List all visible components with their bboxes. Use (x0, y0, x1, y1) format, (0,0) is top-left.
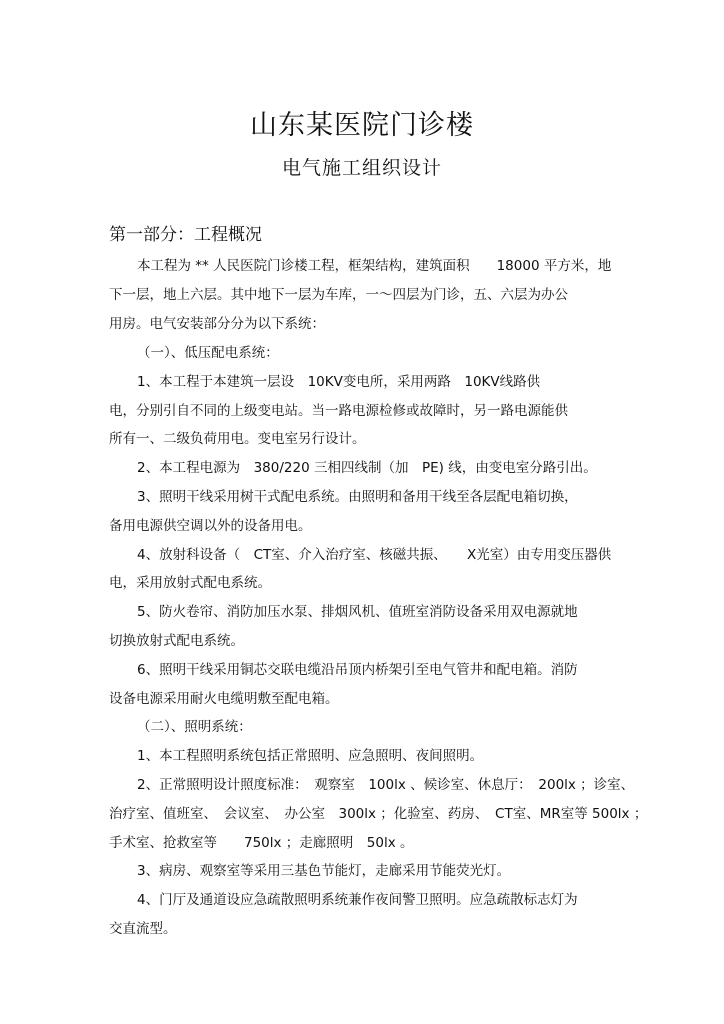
section-heading: 第一部分：工程概况 (109, 225, 262, 245)
paragraph-line: 4、门厅及通道设应急疏散照明系统兼作夜间警卫照明。应急疏散标志灯为 (137, 892, 578, 908)
paragraph-line: 用房。电气安装部分分为以下系统： (109, 316, 325, 332)
paragraph-line: 3、照明干线采用树干式配电系统。由照明和备用干线至各层配电箱切换， (137, 489, 578, 505)
paragraph-line: 3、病房、观察室等采用三基色节能灯，走廊采用节能荧光灯。 (137, 863, 511, 879)
paragraph-line: 电，采用放射式配电系统。 (109, 575, 271, 591)
paragraph-line: 切换放射式配电系统。 (109, 633, 244, 649)
paragraph-line: 本工程为 ** 人民医院门诊楼工程，框架结构，建筑面积 18000 平方米，地 (137, 258, 612, 274)
document-subtitle: 电气施工组织设计 (281, 157, 442, 179)
paragraph-line: 5、防火卷帘、消防加压水泵、排烟风机、值班室消防设备采用双电源就地 (137, 604, 578, 620)
paragraph-line: 备用电源供空调以外的设备用电。 (109, 518, 312, 534)
paragraph-line: 设备电源采用耐火电缆明敷至配电箱。 (109, 691, 339, 707)
subsection-heading: （一）、低压配电系统： (137, 345, 279, 361)
paragraph-line: 2、正常照明设计照度标准： 观察室 100lx 、候诊室、休息厅： 200lx ；诊室、 (137, 777, 635, 793)
paragraph-line: 交直流型。 (109, 921, 177, 937)
paragraph-line: 手术室、抢救室等 750lx ；走廊照明 50lx 。 (109, 835, 414, 851)
document-title: 山东某医院门诊楼 (250, 110, 474, 141)
subsection-heading: （二）、照明系统： (137, 719, 252, 735)
paragraph-line: 下一层，地上六层。其中地下一层为车库，一～四层为门诊，五、六层为办公 (109, 287, 568, 303)
paragraph-line: 电，分别引自不同的上级变电站。当一路电源检修或故障时，另一路电源能供 (109, 403, 568, 419)
paragraph-line: 所有一、二级负荷用电。变电室另行设计。 (109, 431, 366, 447)
paragraph-line: 2、本工程电源为 380/220 三相四线制（加 PE) 线，由变电室分路引出。 (137, 460, 597, 476)
paragraph-line: 治疗室、值班室、 会议室、 办公室 300lx ；化验室、药房、 CT室、MR室等 500lx ； (109, 806, 648, 822)
paragraph-line: 1、本工程照明系统包括正常照明、应急照明、夜间照明。 (137, 748, 484, 764)
paragraph-line: 6、照明干线采用铜芯交联电缆沿吊顶内桥架引至电气管井和配电箱。消防 (137, 662, 578, 678)
paragraph-line: 4、放射科设备（ CT室、介入治疗室、核磁共振、 X光室）由专用变压器供 (137, 547, 612, 563)
paragraph-line: 1、本工程于本建筑一层设 10KV变电所，采用两路 10KV线路供 (137, 374, 541, 390)
